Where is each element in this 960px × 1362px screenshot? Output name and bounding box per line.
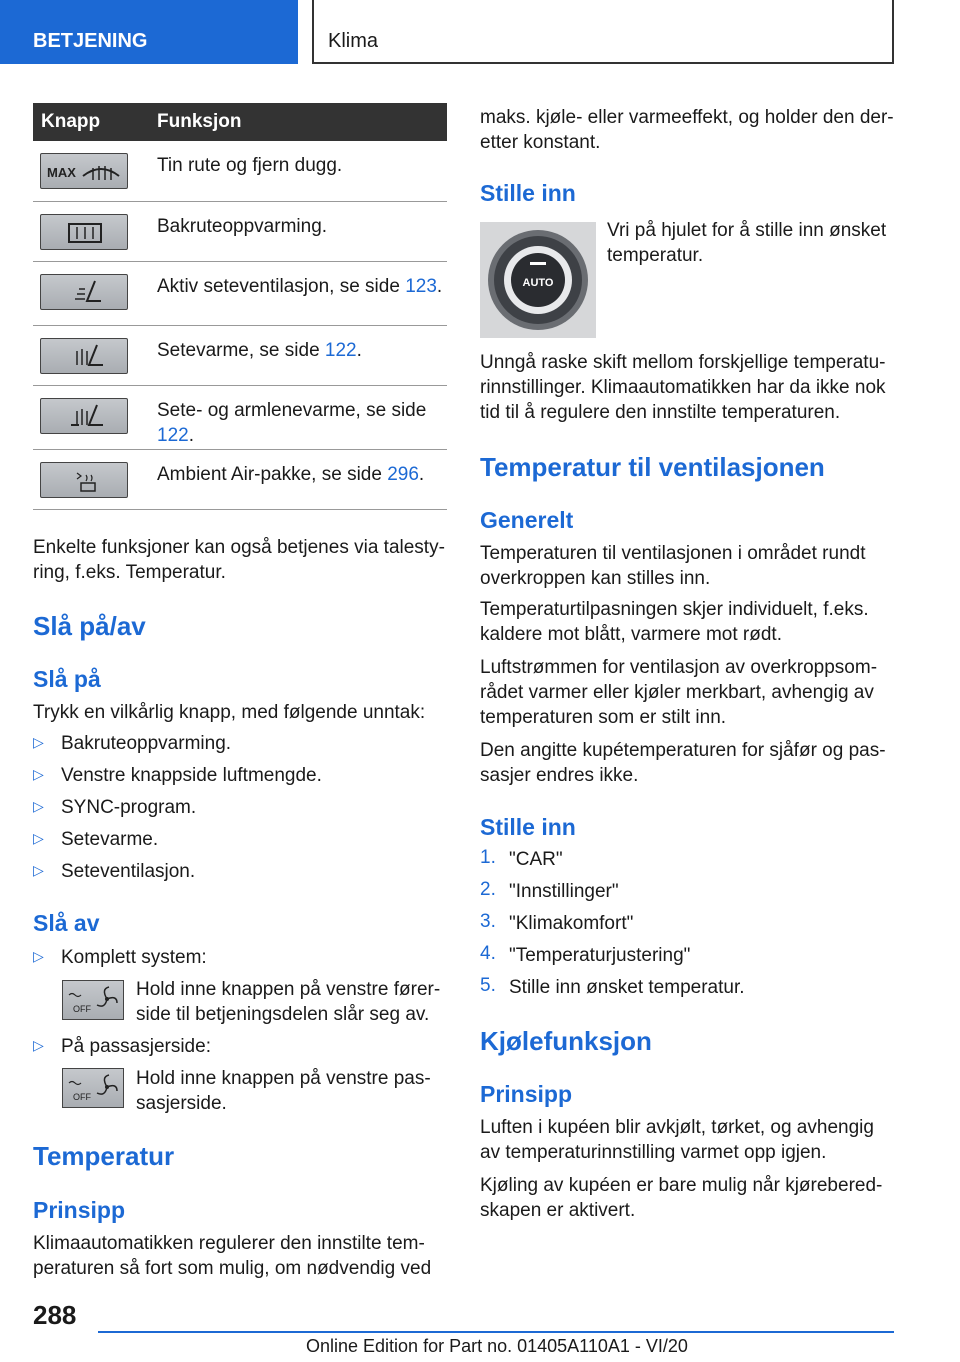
section-title: BETJENING [33,30,148,52]
temperature-wheel-image [480,222,596,338]
heading-general: Generelt [480,507,574,533]
continuation-text: maks. kjøle- eller varmeeffekt, og holder den der-etter konstant. [480,107,894,153]
heading-switch-on: Slå på [33,666,101,692]
heading-switch-off: Slå av [33,910,100,936]
switch-off-list-2 [33,1034,447,1064]
svg-text:OFF: OFF [73,1092,91,1102]
passenger-side-off-desc: Hold inne knappen på venstre pas-sasjerside. [136,1068,431,1114]
bullet-icon: ▷ [33,948,44,964]
general-p1: Temperaturen til ventilasjonen i området rundt overkroppen kan stilles inn. [480,543,866,589]
bullet-icon: ▷ [33,830,44,846]
edition-info: Online Edition for Part no. 01405A110A1 - VI/20 [306,1336,688,1356]
page-link[interactable]: 122 [324,339,357,361]
heading-principle: Prinsipp [33,1197,126,1223]
page-link[interactable]: 123 [405,275,437,297]
page-link[interactable]: 122 [157,424,189,446]
bullet-icon: ▷ [33,798,44,814]
svg-text:MAX: MAX [47,165,76,180]
table-row: Setevarme, se side 122. [33,325,447,385]
list-item: ▷ Bakruteoppvarming. [33,733,232,754]
switch-off-list [33,945,447,975]
bullet-icon: ▷ [33,766,44,782]
row-text: Setevarme, se side [157,339,325,361]
footer-divider [98,1331,894,1333]
max-defrost-icon [40,153,128,189]
row-text: Sete- og armlenevarme, se side [157,399,427,421]
list-item: 4. "Temperaturjustering" [480,943,691,966]
fan-off-button-icon [62,980,124,1020]
col-header-function: Funksjon [157,103,447,141]
row-text: Tin rute og fjern dugg. [157,155,343,176]
table-row [33,141,447,201]
chapter-tab [312,0,894,64]
heading-cooling: Kjølefunksjon [480,1026,652,1056]
general-p3: Luftstrømmen for ventilasjon av overkroppsom-rådet varmer eller kjøler merkbart, avhengig av temperaturen som er stilt inn. [480,657,878,728]
principle-text: Klimaautomatikken regulerer den innstilte tem-peraturen så fort som mulig, om nødvendig ved [33,1233,432,1279]
list-item: ▷ Komplett system: [33,947,207,968]
table-row [33,201,447,261]
row-text: Aktiv seteventilasjon, se side [157,275,406,297]
heading-ventilation-temperature: Temperatur til ventilasjonen [480,452,825,482]
bullet-icon: ▷ [33,1037,44,1053]
cooling-p2: Kjøling av kupéen er bare mulig når kjørebered-skapen er aktivert. [480,1175,883,1221]
row-text: Bakruteoppvarming. [157,215,328,237]
heading-temperature: Temperatur [33,1141,175,1171]
steps-list [480,847,894,1007]
general-p2: Temperaturtilpasningen skjer individuelt, f.eks. kaldere mot blått, varmere mot rødt. [480,599,869,645]
driver-side-off-desc: Hold inne knappen på venstre fører-side til betjeningsdelen slår seg av. [136,979,441,1025]
list-item: ▷ Venstre knappside luftmengde. [33,765,322,786]
cooling-p1: Luften i kupéen blir avkjølt, tørket, og avhengig av temperaturinnstilling varmet opp igjen. [480,1117,874,1163]
list-item: ▷ Setevarme. [33,829,159,850]
list-item: ▷ På passasjerside: [33,1036,211,1057]
heading-adjust-2: Stille inn [480,814,576,840]
page-link[interactable]: 296 [387,463,419,485]
adjust-text: Vri på hjulet for å stille inn ønsket temperatur. [607,220,887,266]
exception-list [33,731,447,891]
list-item: 1. "CAR" [480,847,563,870]
chapter-title: Klima [328,30,379,52]
fan-off-button-icon [62,1068,124,1108]
heading-principle-2: Prinsipp [480,1081,573,1107]
heading-adjust: Stille inn [480,180,576,206]
section-tab [0,0,298,64]
page-number: 288 [33,1300,77,1330]
seat-armrest-heating-icon [40,398,128,434]
table-row: Aktiv seteventilasjon, se side 123. [33,261,447,325]
seat-heating-icon [40,338,128,374]
switch-on-intro: Trykk en vilkårlig knapp, med følgende unntak: [33,702,426,723]
list-item: 3. "Klimakomfort" [480,911,634,934]
rear-window-heating-icon [40,214,128,250]
voice-control-note: Enkelte funksjoner kan også betjenes via talesty-ring, f.eks. Temperatur. [33,537,445,583]
table-header-row [33,103,447,141]
list-item: ▷ Seteventilasjon. [33,861,196,882]
bullet-icon: ▷ [33,734,44,750]
bullet-icon: ▷ [33,862,44,878]
general-p4: Den angitte kupétemperaturen for sjåfør og pas-sasjer endres ikke. [480,740,886,786]
list-item: ▷ SYNC-program. [33,797,197,818]
list-item: 5. Stille inn ønsket temperatur. [480,975,745,998]
ambient-air-icon [40,462,128,498]
seat-ventilation-icon [40,274,128,310]
avoid-rapid-changes-text: Unngå raske skift mellom forskjellige temperatu-rinnstillinger. Klimaautomatikken har da ikke nok tid til å regulere den innstilte temperaturen. [480,352,886,423]
button-function-table [33,103,447,510]
list-item: 2. "Innstillinger" [480,879,619,902]
table-row: Ambient Air-pakke, se side 296. [33,449,447,509]
table-row: Sete- og armlenevarme, se side 122. [33,385,447,449]
svg-text:OFF: OFF [73,1004,91,1014]
row-text: Ambient Air-pakke, se side [157,463,388,485]
col-header-button: Knapp [33,103,157,141]
knob-label: AUTO [522,277,554,289]
heading-on-off: Slå på/av [33,611,146,641]
